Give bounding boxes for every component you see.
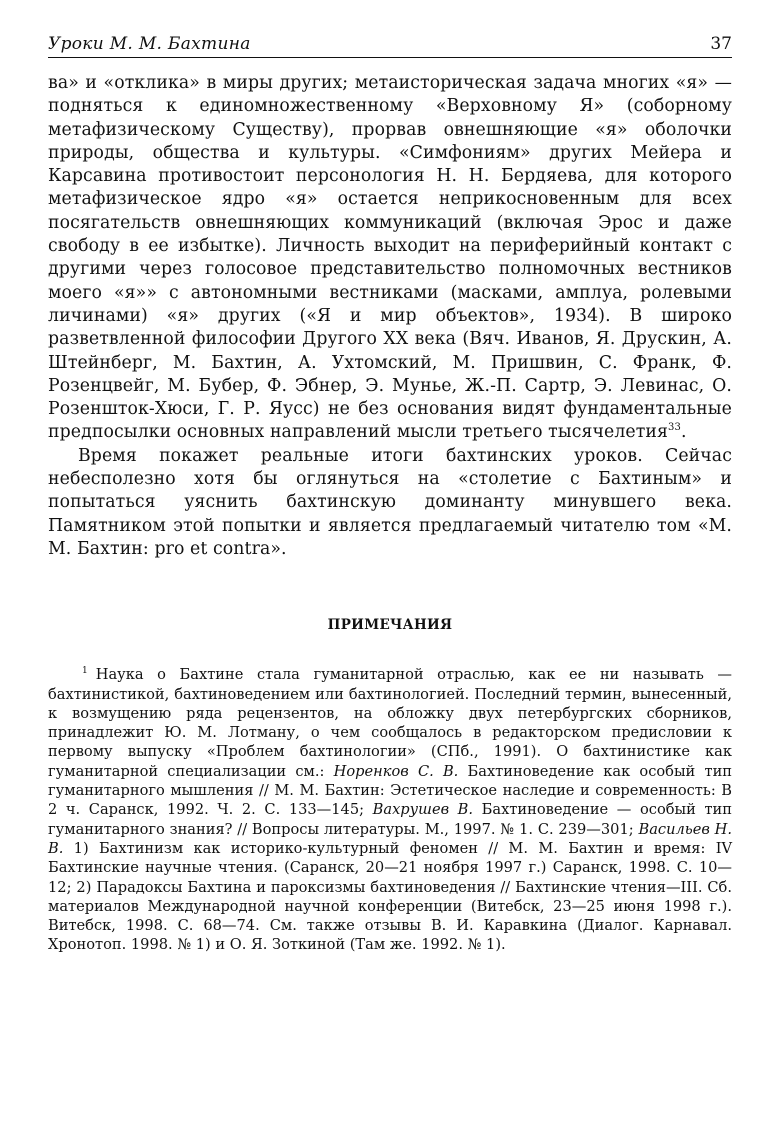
note-text: Наука о Бахтине стала гуманитарной отраслью, как ее ни называть — бахтинистикой, бахтиноведением или бахтинологией. Последний термин, вынесенный, к возмущению ряда рецензентов, на обложку двух петербургских сборников, принадлежит Ю. М. Лотману, о чем сообщалось в редакторском предисловии к первому выпуску «Проблем бахтинологии» (СПб., 1991). О бахтинистике как гуманитарной специализации см.: xyxy=(48,666,732,780)
running-header xyxy=(48,34,732,58)
book-page xyxy=(48,34,732,955)
main-text xyxy=(48,72,732,561)
footnote-ref-33: 33 xyxy=(668,422,681,434)
note-number: 1 xyxy=(82,666,88,677)
paragraph-1 xyxy=(48,72,732,445)
note-text: Бахтиноведение — особый тип гуманитарного знания? // Вопросы литературы. М., 1997. № 1. С. 239—301; xyxy=(48,801,733,838)
running-title: Уроки М. М. Бахтина xyxy=(48,34,251,54)
note-1 xyxy=(48,665,732,954)
paragraph-1-text: ва» и «отклика» в миры других; метаисторическая задача многих «я» — подняться к единомножественному «Верховному Я» (соборному метафизическому Существу), прорвав овнешняющие «я» оболочки природы, общества и культуры. «Симфониям» других Мейера и Карсавина противостоит персонология Н. Н. Бердяева, для которого метафизическое ядро «я» остается неприкосновенным для всех посягательств овнешняющих коммуникаций (включая Эрос и даже свободу в ее избытке). Личность выходит на периферийный контакт с другими через голосовое представительство полномочных вестников моего «я»» с автономными вестниками (масками, амплуа, ролевыми личинами) «я» других («Я и мир объектов», 1934). В широко разветвленной философии Другого XX века (Вяч. Иванов, Я. Друскин, А. Штейнберг, М. Бахтин, А. Ухтомский, М. Пришвин, С. Франк, Ф. Розенцвейг, М. Бубер, Ф. Эбнер, Э. Мунье, Ж.-П. Сартр, Э. Левинас, О. Розеншток-Хюси, Г. Р. Яусс) не без основания видят фундаментальные предпосылки основных направлений мысли третьего тысячелетия xyxy=(48,73,732,443)
note-text: 1) Бахтинизм как историко-культурный феномен // М. М. Бахтин и время: IV Бахтинские научные чтения. (Саранск, 20—21 ноября 1997 г.) Саранск, 1998. С. 10—12; 2) Парадоксы Бахтина и пароксизмы бахтиноведения // Бахтинские чтения—III. Сб. материалов Международной научной конференции (Витебск, 23—25 июня 1998 г.). Витебск, 1998. С. 68—74. См. также отзывы В. И. Каравкина (Диалог. Карнавал. Хронотоп. 1998. № 1) и О. Я. Зоткиной (Там же. 1992. № 1). xyxy=(48,839,732,954)
note-author: Вахрушев В. xyxy=(372,801,474,819)
note-text: Бахтиноведение как особый тип гуманитарного мышления // М. М. Бахтин: Эстетическое наследие и современность: В 2 ч. Саранск, 1992. Ч. 2. С. 133—145; xyxy=(48,762,733,819)
note-author: Васильев Н. В. xyxy=(48,820,733,857)
notes-section xyxy=(48,665,732,954)
paragraph-2: Время покажет реальные итоги бахтинских уроков. Сейчас небесполезно хотя бы оглянуться на «столетие с Бахтиным» и попытаться уяснить бахтинскую доминанту минувшего века. Памятником этой попытки и является предлагаемый читателю том «М. М. Бахтин: pro et contra». xyxy=(48,445,732,559)
page-number: 37 xyxy=(710,34,732,54)
note-author: Норенков С. В. xyxy=(333,762,459,780)
notes-heading: ПРИМЕЧАНИЯ xyxy=(327,617,453,634)
paragraph-1-end: . xyxy=(680,422,687,443)
